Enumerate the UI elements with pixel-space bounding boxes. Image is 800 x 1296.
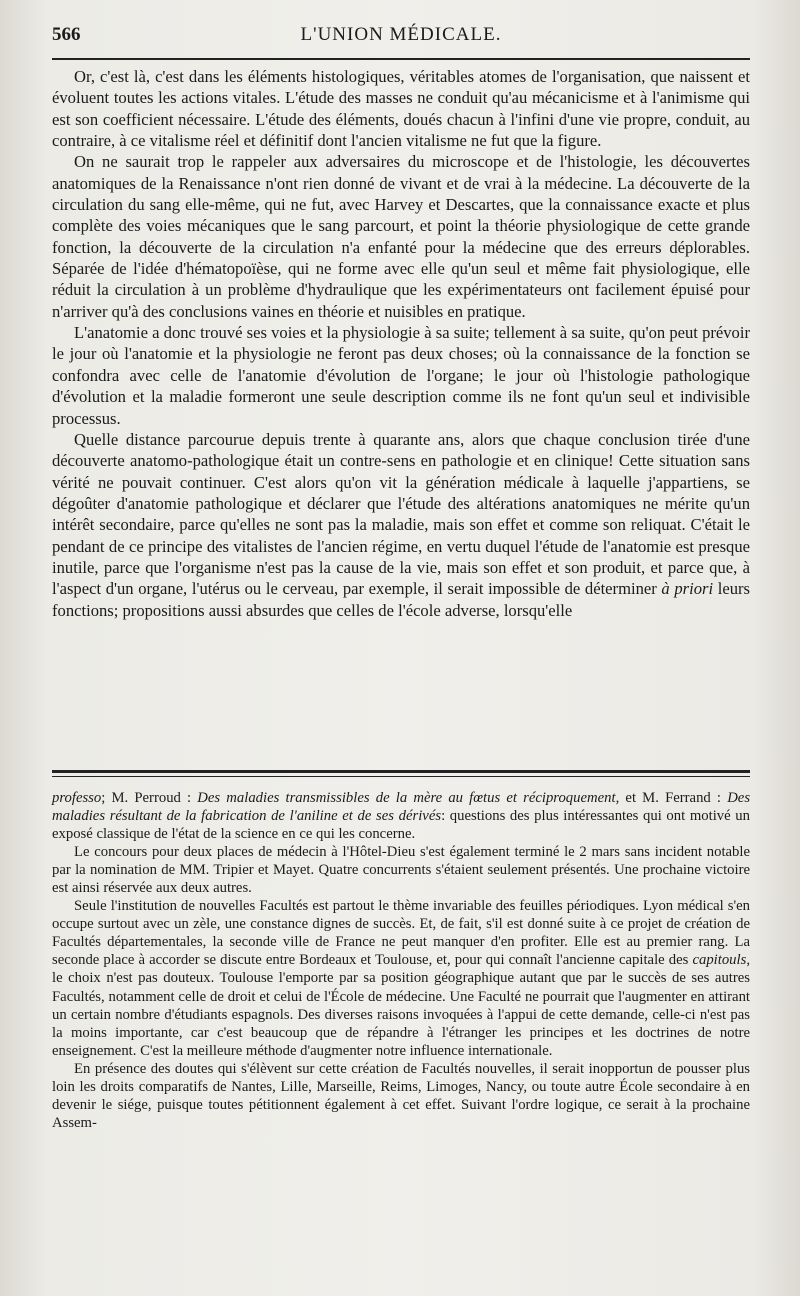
italic-title: Des maladies transmissibles de la mère au fœtus et réciproquement, [197,790,620,806]
page-number: 566 [52,24,81,45]
paragraph: Le concours pour deux places de médecin à l'Hôtel-Dieu s'est également terminé le 2 mars sans incident notable par la nomination de MM. Tripier et Mayet. Quatre concurrents s'étaient seulement présentés. Une prochaine victoire est ainsi réservée aux deux autres. [52,844,750,897]
main-text [52,66,750,621]
italic-phrase: à priori [661,579,714,599]
italic-title: Des maladies résultant de la fabrication de l'aniline et de ses dérivés [52,790,751,825]
paragraph: En présence des doutes qui s'élèvent sur cette création de Facultés nouvelles, il serait inopportun de pousser plus loin les droits comparatifs de Nantes, Lille, Marseille, Reims, Limoges, Nancy, ou toute autre École secondaire à en devenir le siége, puisque toutes pétitionnent également à cet effet. Suivant l'ordre logique, ce serait à la prochaine Assem- [52,1060,750,1131]
paragraph [52,429,750,621]
italic-phrase: capitouls [692,952,747,969]
page-header [52,24,750,54]
paragraph: Or, c'est là, c'est dans les éléments histologiques, véritables atomes de l'organisation, que naissent et évoluent toutes les actions vitales. L'étude des masses ne conduit qu'au mécanicisme et à l'animisme qui est son coefficient nécessaire. L'étude des éléments, doués chacun à l'infini d'une vie propre, conduit, au contraire, à ce vitalisme réel et définitif dont l'ancien vitalisme ne fut que la figure. [52,67,750,151]
running-title: L'UNION MÉDICALE. [300,24,502,45]
paragraph-text: et M. Ferrand : [625,790,722,806]
paragraph-text: Seule l'institution de nouvelles Facultés est partout le thème invariable des feuilles périodiques. Lyon médical s'en occupe surtout avec un zèle, une constance dignes de succès. Et, de fait, s'il est donné suite à ce projet de création de Facultés départementales, la seconde ville de France ne peut manquer d'en profiter. Elle est au premier rang. La seconde place à accorder se discute entre Bordeaux et Toulouse, et, pour qui connaît l'ancienne capitale des [52,898,750,969]
italic-phrase: professo [52,790,102,806]
paragraph-text: Quelle distance parcourue depuis trente à quarante ans, alors que chaque conclusion tirée d'une découverte anatomo-pathologique était un contre-sens en pathologie et en clinique! Cette situation sans vérité ne pouvait continuer. C'est alors qu'on vit la génération médicale à laquelle j'appartiens, se dégoûter d'anatomie pathologique et déclarer que l'étude des altérations anatomiques ne mérite qu'un intérêt secondaire, parce qu'elles ne sont pas la maladie, mais son effet et comme son reliquat. C'était le pendant de ce principe des vitalistes de l'ancien régime, en vertu duquel l'étude de l'anatomie est presque inutile, parce que l'organisme n'est pas la cause de la vie, mais son effet et son produit, et parce que, à l'aspect d'un organe, l'utérus ou le cerveau, par exemple, il serait impossible de déterminer [52,429,750,599]
paragraph [52,789,750,843]
header-rule [52,58,750,60]
paragraph: L'anatomie a donc trouvé ses voies et la physiologie à sa suite; tellement à sa suite, qu'on peut prévoir le jour où l'anatomie et la physiologie ne feront pas deux choses; où la connaissance de la fonction se confondra avec celle de l'anatomie d'évolution de l'organe; le jour où l'histologie pathologique d'évolution et la maladie formeront une seule description comme ils ne font qu'un seul et indivisible processus. [52,323,750,428]
paragraph [52,897,750,1059]
paragraph-text: : questions des plus intéressantes qui ont motivé un exposé classique de l'état de la science en ce qui les concerne. [52,808,750,843]
paragraph-text: ; M. Perroud : [101,790,192,806]
feuilleton-text [52,789,750,1132]
paragraph-text: , le choix n'est pas douteux. Toulouse l'emporte par sa position géographique autant que par le succès de ses autres Facultés, notamment celle de droit et celui de l'École de médecine. Une Faculté ne pourrait que l'augmenter en attirant un certain nombre d'étudiants espagnols. Des diverses raisons invoquées à l'appui de cette demande, celle-ci n'est pas la moins importante, car c'est beaucoup que de répandre à l'étranger les principes et les doctrines de notre enseignement. C'est la meilleure méthode d'augmenter notre influence internationale. [52,952,750,1059]
paragraph: On ne saurait trop le rappeler aux adversaires du microscope et de l'histologie, les découvertes anatomiques de la Renaissance n'ont rien donné de vivant et de vrai à la médecine. La découverte de la circulation du sang elle-même, qui ne fut, avec Harvey et Descartes, que la connaissance exacte et plus complète des voies mécaniques que le sang parcourt, et point la théorie physiologique de cette grande fonction, la découverte de la circulation n'a enfanté pour la médecine que des erreurs déplorables. Séparée de l'idée d'hématopoïèse, qui ne forme avec elle qu'un seul et même fait physiologique, elle réduit la circulation à un problème d'hydraulique que les expérimentateurs ont facilement épuisé pour n'arriver qu'à des conclusions vaines en théorie et nuisibles en pratique. [52,152,750,321]
paragraph-text: leurs fonctions; propositions aussi absurdes que celles de l'école adverse, lorsqu'elle [52,579,750,620]
feuilleton-separator [52,770,750,777]
